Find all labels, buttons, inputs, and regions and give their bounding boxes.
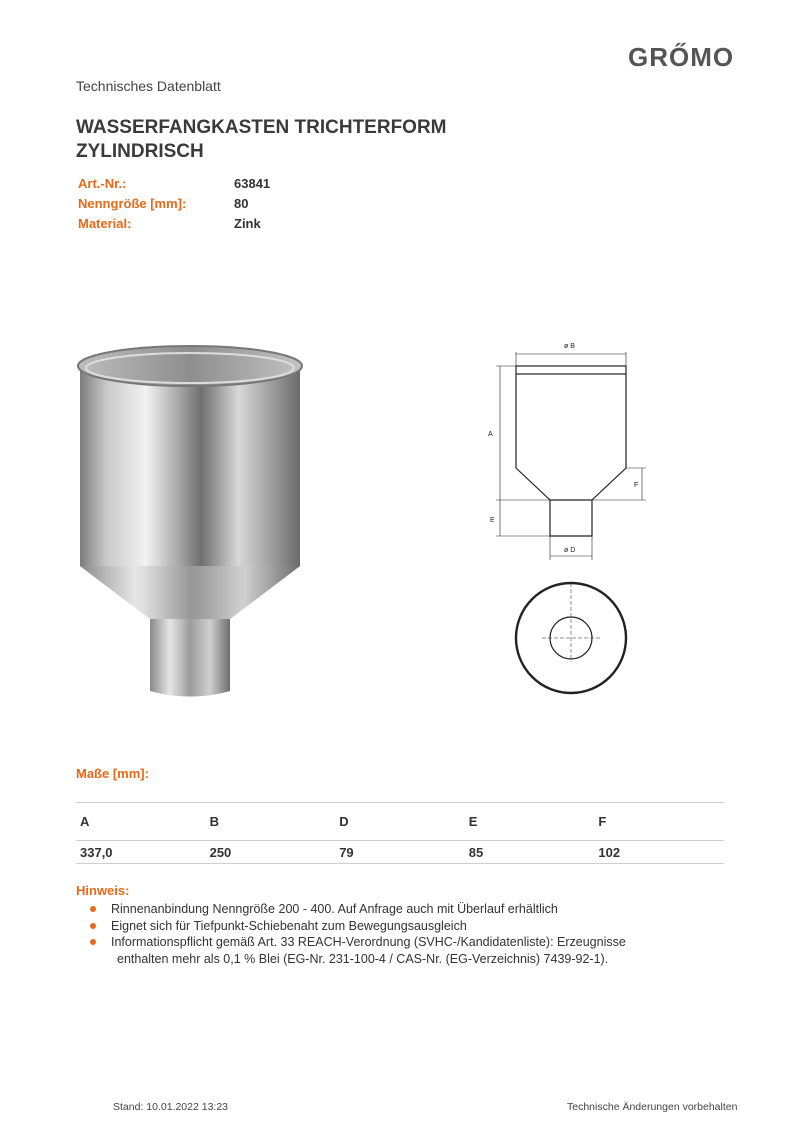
title-line-2: ZYLINDRISCH (76, 141, 204, 162)
meta-label: Nenngröße [mm]: (78, 196, 187, 211)
value-cell: 102 (598, 844, 621, 860)
product-meta (78, 174, 270, 234)
list-item (90, 901, 690, 918)
meta-row-article (78, 174, 270, 194)
gromo-logo (628, 40, 764, 70)
label-a: A (488, 431, 493, 438)
dimensions-header-row (76, 803, 724, 841)
meta-row-size (78, 194, 270, 214)
meta-label: Material: (78, 216, 132, 231)
label-d: ø D (564, 547, 576, 554)
note-text: Informationspflicht gemäß Art. 33 REACH-Verordnung (SVHC-/Kandidatenliste): Erzeugnisse (111, 935, 626, 949)
notes-list (90, 901, 690, 967)
technical-drawing (480, 332, 650, 702)
footer-disclaimer: Technische Änderungen vorbehalten (567, 1101, 738, 1113)
value-cell: 337,0 (80, 844, 113, 860)
footer-date: Stand: 10.01.2022 13:23 (113, 1101, 229, 1113)
product-photo (74, 336, 306, 702)
bullet-icon (90, 906, 96, 912)
funnel-cone (80, 566, 300, 619)
meta-value: Zink (234, 216, 261, 231)
header-cell: E (468, 814, 478, 829)
meta-value: 80 (234, 196, 249, 211)
meta-value: 63841 (234, 176, 271, 191)
header-cell: A (80, 814, 90, 829)
value-cell: 85 (468, 844, 484, 860)
list-item (90, 918, 690, 935)
product-title (76, 116, 556, 164)
value-cell: 250 (209, 844, 232, 860)
notes-title: Hinweis: (76, 883, 130, 898)
document-type: Technisches Datenblatt (76, 78, 221, 94)
title-line-1: WASSERFANGKASTEN TRICHTERFORM (76, 117, 447, 138)
label-b: ø B (564, 343, 575, 350)
meta-row-material (78, 214, 270, 234)
funnel-outlet (150, 619, 230, 697)
value-cell: 79 (339, 844, 354, 860)
meta-label: Art.-Nr.: (78, 176, 127, 191)
note-text-continued: enthalten mehr als 0,1 % Blei (EG-Nr. 231-100-4 / CAS-Nr. (EG-Verzeichnis) 7439-92-1). (117, 951, 609, 966)
label-f: F (634, 482, 639, 489)
note-text: Rinnenanbindung Nenngröße 200 - 400. Auf Anfrage auch mit Überlauf erhältlich (111, 902, 558, 916)
label-e: E (490, 517, 495, 524)
header-cell: F (598, 814, 607, 829)
header-cell: B (209, 814, 219, 829)
logo-text: GRŐMO (628, 42, 735, 70)
note-text: Eignet sich für Tiefpunkt-Schiebenaht zum Bewegungsausgleich (111, 918, 467, 933)
dimensions-title: Maße [mm]: (76, 766, 149, 781)
header-cell: D (339, 814, 349, 829)
bullet-icon (90, 939, 96, 945)
table-row (76, 841, 724, 864)
bullet-icon (90, 923, 96, 929)
dimensions-table (76, 802, 724, 864)
list-item (90, 934, 690, 967)
